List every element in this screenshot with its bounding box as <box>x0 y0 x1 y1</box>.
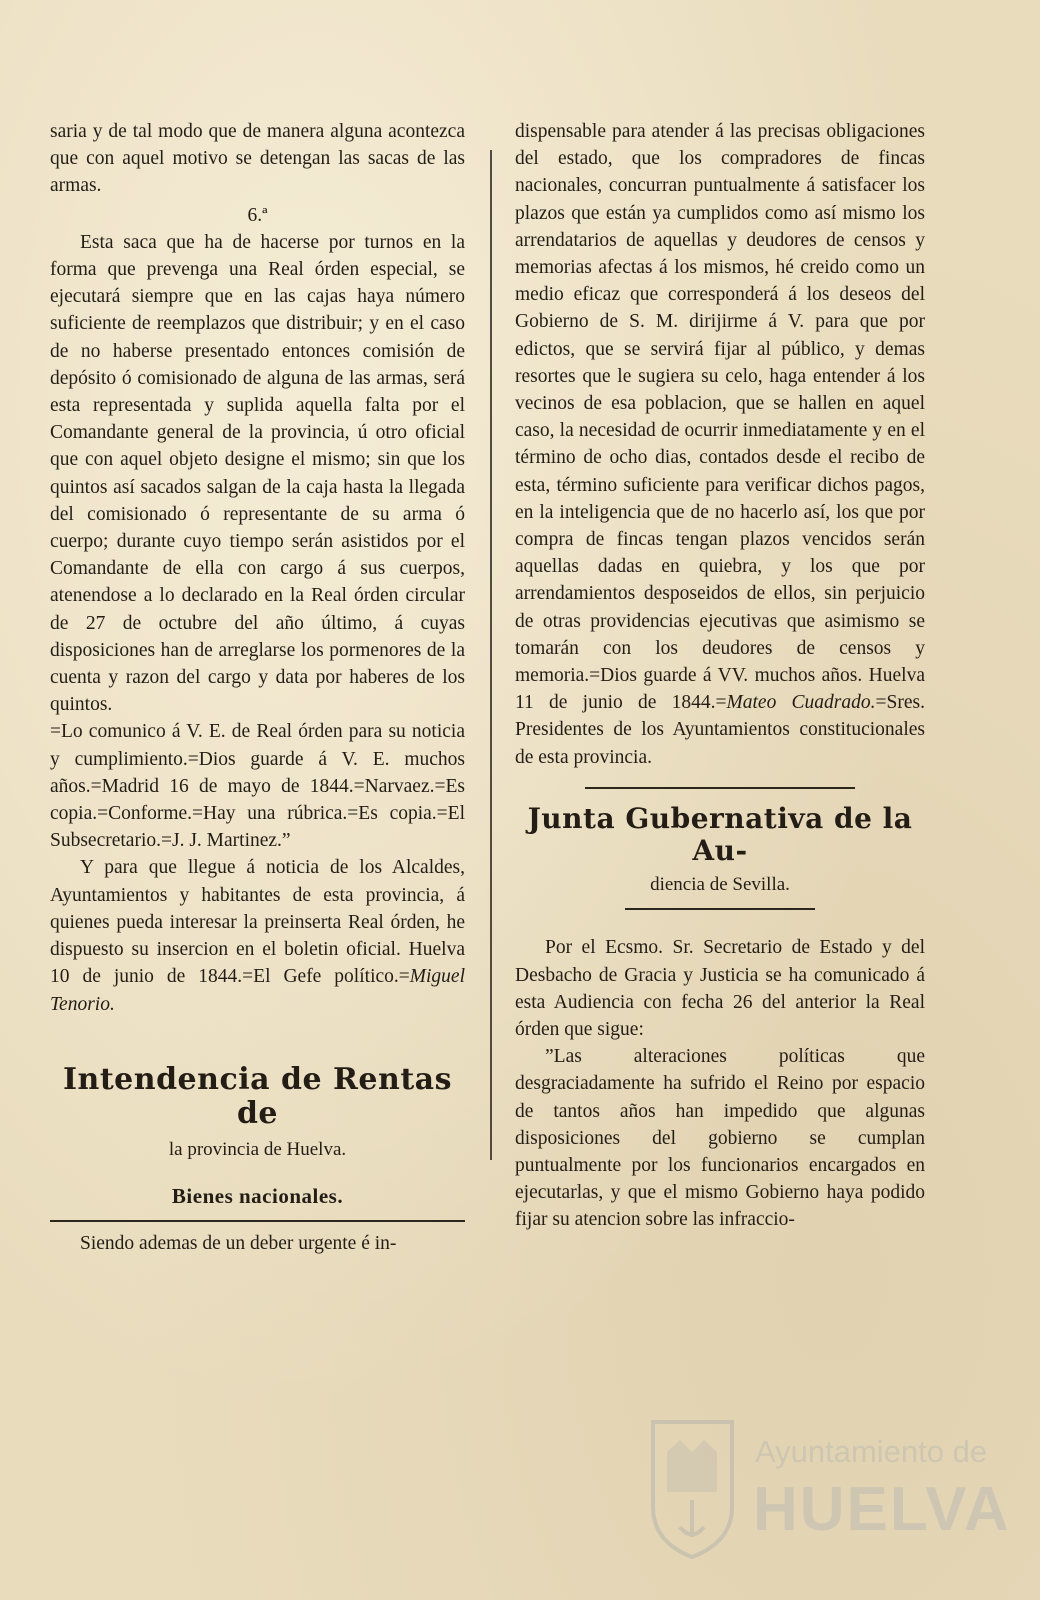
right-paragraph-3: ”Las alteraciones políticas que desgraciadamente ha sufrido el Reino por espacio de tantos años han impedido que algunas disposiciones del gobierno se cumplan puntualmente por los funcionarios encargados en ejecutarlas, y que el mismo Gobierno haya podido fijar su atencion sobre las infraccio- <box>515 1046 925 1231</box>
left-paragraph-5: Siendo ademas de un deber urgente é in- <box>80 1233 397 1255</box>
left-paragraph-4-text: Y para que llegue á noticia de los Alcaldes, Ayuntamientos y habitantes de esta provincia, á quienes pueda interesar la preinserta Real órden, he dispuesto su insercion en el boletin oficial. Huelva 10 de junio de 1844.=El Gefe político.= <box>50 857 465 988</box>
right-paragraph-1 <box>515 118 925 771</box>
left-paragraph-1: saria y de tal modo que de manera alguna acontezca que con aquel motivo se detengan las sacas de las armas. <box>50 121 465 197</box>
intendencia-heading: Intendencia de Rentas de <box>62 1061 453 1132</box>
watermark-line-1: Ayuntamiento de <box>755 1434 988 1469</box>
junta-rule <box>625 908 815 910</box>
junta-subheading: diencia de Sevilla. <box>650 874 790 896</box>
right-paragraph-1-tail: =Sres. Presidentes de los Ayuntamientos constitucionales de esta provincia. <box>515 692 925 768</box>
column-divider <box>490 150 492 1160</box>
signature-tenorio: Miguel Tenorio. <box>50 966 465 1015</box>
bienes-nacionales-heading: Bienes nacionales. <box>171 1183 344 1208</box>
junta-heading: Junta Gubernativa de la Au- <box>527 801 913 868</box>
signature-cuadrado: Mateo Cuadrado. <box>726 692 876 714</box>
left-paragraph-4 <box>50 854 465 1017</box>
left-paragraph-2: Esta saca que ha de hacerse por turnos en la forma que prevenga una Real órden especial, se ejecutará siempre que en las cajas haya número suficiente de reemplazos que distribuir; y en el caso de no haberse presentado entonces comisión de depósito ó comisionado de alguna de las armas, será esta representada y suplida aquella falta por el Comandante general de la provincia, ú otro oficial que con aquel objeto designe el mismo; sin que los quintos así sacados salgan de la caja hasta la llegada del comisionado ó representante de su arma ó cuerpo; durante cuyo tiempo serán asistidos por el Comandante de ella con cargo á sus cuerpos, atenendose a lo declarado en la Real órden circular de 27 de octubre del año último, á cuyas disposiciones han de arreglarse los pormenores de la cuenta y razon del cargo y data por haberes de los quintos. <box>50 231 465 716</box>
section-number: 6.ª <box>247 204 268 226</box>
ayuntamiento-huelva-watermark <box>645 1412 1025 1582</box>
right-paragraph-2: Por el Ecsmo. Sr. Secretario de Estado y del Desbacho de Gracia y Justicia se ha comunicado á esta Audiencia con fecha 26 del anterior la Real órden que sigue: <box>515 937 925 1041</box>
section-rule <box>50 1220 465 1222</box>
left-paragraph-3: =Lo comunico á V. E. de Real órden para su noticia y cumplimiento.=Dios guarde á V. E. muchos años.=Madrid 16 de mayo de 1844.=Narvaez.=Es copia.=Conforme.=Hay una rúbrica.=Es copia.=El Subsecretario.=J. J. Martinez.” <box>50 721 465 852</box>
right-paragraph-1-text: dispensable para atender á las precisas obligaciones del estado, que los compradores de fincas nacionales, concurran puntualmente á satisfacer los plazos que están ya cumplidos como así mismo los arrendatarios de aquellas y deudores de censos y memorias afectas á los mismos, hé creido como un medio eficaz que corresponderá á los deseos del Gobierno de S. M. dirijirme á V. para que por edictos, que se servirá fijar al público, y demas resortes que le sugiera su celo, haga entender á los vecinos de esa poblacion, que se hallen en aquel caso, la necesidad de ocurrir inmediatamente y en el término de ocho dias, contados desde el recibo de esta, término suficiente para verificar dichos pagos, en la inteligencia que de no hacerlo así, los que por compra de fincas tengan plazos vencidos serán aquellas dadas en quiebra, y los que por arrendamientos desposeidos de ellos, sin perjuicio de otras providencias ejecutivas que asimismo se tomarán con los deudores de censos y memoria.=Dios guarde á VV. muchos años. Huelva 11 de junio de 1844.= <box>515 121 925 714</box>
left-column <box>50 118 465 1257</box>
coat-of-arms-icon <box>645 1412 740 1562</box>
right-column <box>515 118 925 1234</box>
short-rule <box>585 787 855 789</box>
intendencia-subheading: la provincia de Huelva. <box>168 1138 347 1160</box>
watermark-line-2: HUELVA <box>753 1475 1011 1544</box>
